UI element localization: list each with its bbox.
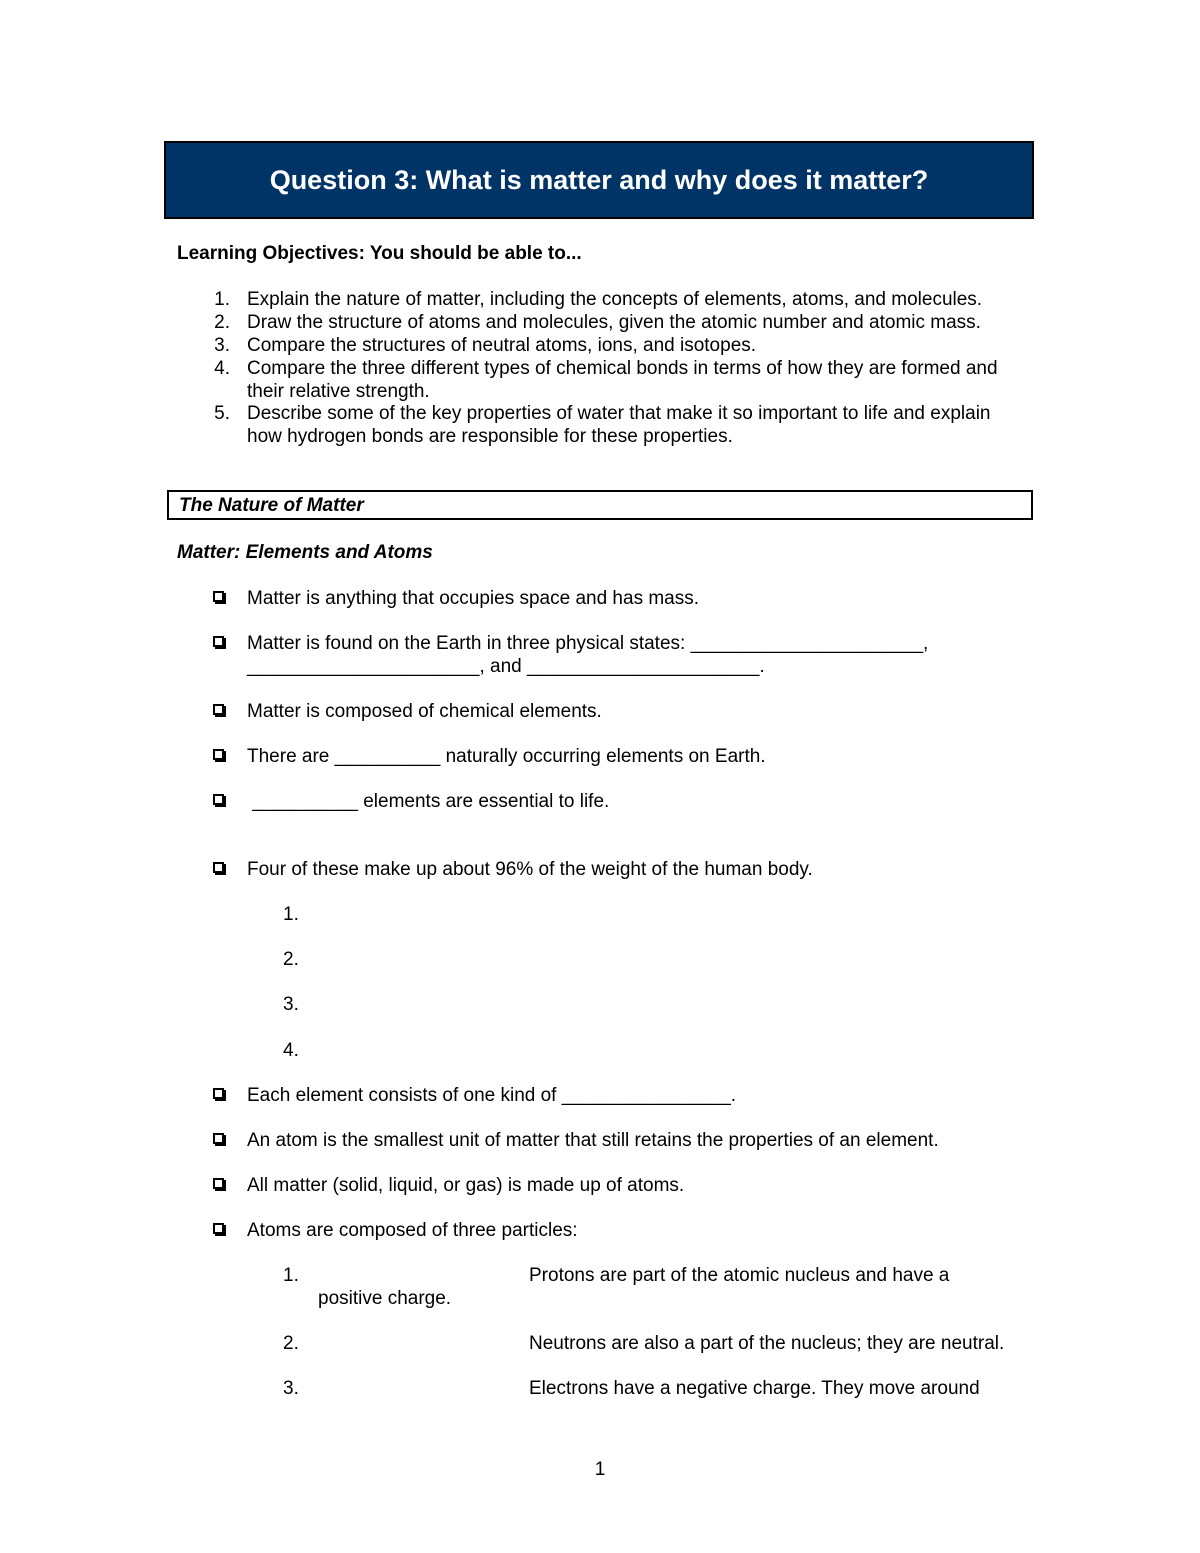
checkbox-bullet-icon <box>213 591 224 602</box>
title-banner <box>164 141 1034 219</box>
page-title: Question 3: What is matter and why does it matter? <box>269 164 929 195</box>
objective-number: 3. <box>214 335 230 356</box>
objective-number: 1. <box>214 289 230 310</box>
bullet-text: Four of these make up about 96% of the weight of the human body. <box>247 859 813 880</box>
bullet-text-continued: ______________________, and ______________________. <box>247 656 765 677</box>
checkbox-bullet-icon <box>213 749 224 760</box>
section-header-box <box>167 490 1033 520</box>
checkbox-bullet-icon <box>213 1133 224 1144</box>
objective-text-continued: how hydrogen bonds are responsible for these properties. <box>247 426 733 447</box>
objective-text: Draw the structure of atoms and molecules, given the atomic number and atomic mass. <box>247 312 981 333</box>
bullet-text: An atom is the smallest unit of matter that still retains the properties of an element. <box>247 1130 939 1151</box>
checkbox-bullet-icon <box>213 1223 224 1234</box>
section-title: The Nature of Matter <box>179 495 364 516</box>
checkbox-bullet-icon <box>213 1178 224 1189</box>
particle-number: 1. <box>283 1265 299 1286</box>
page-number: 1 <box>594 1459 606 1480</box>
bullet-text: Each element consists of one kind of ________________. <box>247 1085 737 1106</box>
particle-number: 2. <box>283 1333 299 1354</box>
objective-number: 4. <box>214 358 230 379</box>
element-list-number: 2. <box>283 949 299 970</box>
particle-description: Neutrons are also a part of the nucleus; they are neutral. <box>529 1333 1005 1354</box>
element-list-number: 3. <box>283 994 299 1015</box>
bullet-text: Matter is found on the Earth in three physical states: ______________________, <box>247 633 929 654</box>
particle-description: Electrons have a negative charge. They move around <box>529 1378 980 1399</box>
particle-number: 3. <box>283 1378 299 1399</box>
checkbox-bullet-icon <box>213 704 224 715</box>
checkbox-bullet-icon <box>213 862 224 873</box>
learning-objectives-heading: Learning Objectives: You should be able to... <box>177 243 582 264</box>
subheading: Matter: Elements and Atoms <box>177 542 433 563</box>
objective-text: Compare the structures of neutral atoms, ions, and isotopes. <box>247 335 757 356</box>
particle-description: Protons are part of the atomic nucleus and have a <box>529 1265 950 1286</box>
objective-text: Explain the nature of matter, including the concepts of elements, atoms, and molecules. <box>247 289 983 310</box>
objective-text: Compare the three different types of chemical bonds in terms of how they are formed and <box>247 358 998 379</box>
objective-number: 5. <box>214 403 230 424</box>
particle-description-continued: positive charge. <box>318 1288 452 1309</box>
bullet-text: Matter is anything that occupies space and has mass. <box>247 588 700 609</box>
checkbox-bullet-icon <box>213 636 224 647</box>
element-list-number: 4. <box>283 1040 299 1061</box>
objective-text: Describe some of the key properties of water that make it so important to life and explain <box>247 403 991 424</box>
objective-number: 2. <box>214 312 230 333</box>
checkbox-bullet-icon <box>213 1088 224 1099</box>
bullet-text: Matter is composed of chemical elements. <box>247 701 602 722</box>
objective-text-continued: their relative strength. <box>247 381 430 402</box>
checkbox-bullet-icon <box>213 794 224 805</box>
bullet-text: All matter (solid, liquid, or gas) is made up of atoms. <box>247 1175 685 1196</box>
element-list-number: 1. <box>283 904 299 925</box>
bullet-text: __________ elements are essential to life. <box>247 791 610 812</box>
bullet-text: Atoms are composed of three particles: <box>247 1220 578 1241</box>
bullet-text: There are __________ naturally occurring elements on Earth. <box>247 746 766 767</box>
